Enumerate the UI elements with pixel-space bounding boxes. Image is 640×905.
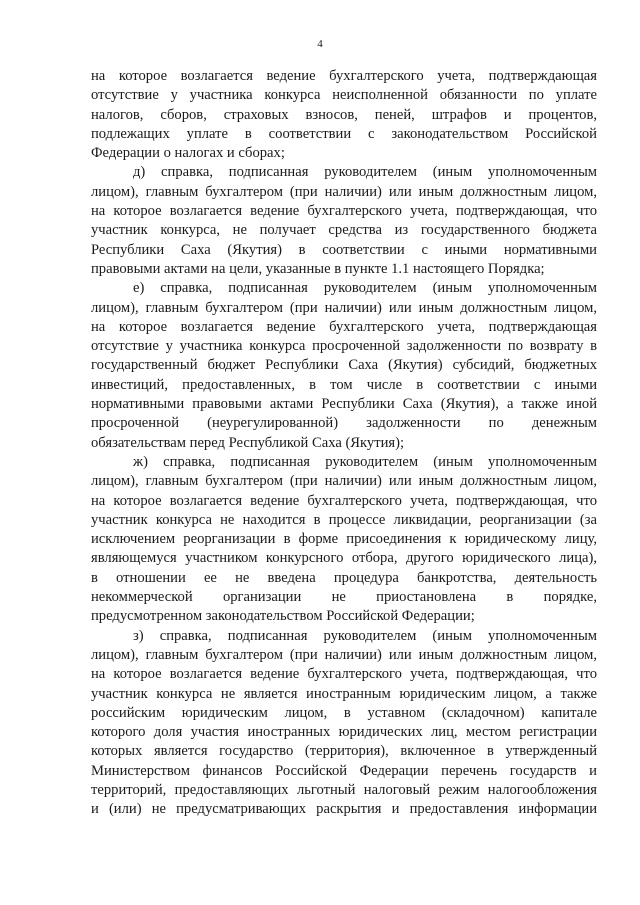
paragraph-item-d — [91, 163, 597, 279]
paragraph-item-e — [91, 279, 597, 453]
text-line: обязательствам перед Республикой Саха (Якутия); — [91, 434, 405, 451]
text-line: Министерством финансов Российской Федерации перечень государств и — [91, 762, 597, 779]
text-line: отсутствие у участника конкурса неисполненной обязанности по уплате — [91, 87, 597, 104]
text-line: правовыми актами на цели, указанные в пункте 1.1 настоящего Порядка; — [91, 260, 545, 277]
paragraph-item-zh — [91, 453, 597, 627]
text-line: Республики Саха (Якутия) в соответствии с иными нормативными — [91, 241, 597, 258]
text-line: на которое возлагается ведение бухгалтерского учета, подтверждающая, что — [91, 203, 597, 220]
text-line: лицом), главным бухгалтером (при наличии) или иным должностным лицом, — [91, 183, 597, 200]
text-line: которого доля участия иностранных юридических лиц, местом регистрации — [91, 724, 597, 741]
text-line: некоммерческой организации не приостановлена в порядке, — [91, 589, 597, 606]
text-line: отсутствие у участника конкурса просроченной задолженности по возврату в — [91, 338, 597, 355]
text-line: инвестиций, предоставленных, в том числе в соответствии с иными — [91, 376, 597, 393]
text-line: являющемуся участником конкурсного отбора, другого юридического лица), — [91, 550, 597, 567]
text-line: е) справка, подписанная руководителем (иным уполномоченным — [133, 280, 597, 297]
text-line: государственный бюджет Республики Саха (Якутия) субсидий, бюджетных — [91, 357, 597, 374]
text-line: лицом), главным бухгалтером (при наличии) или иным должностным лицом, — [91, 299, 597, 316]
paragraph-continuation — [91, 67, 597, 163]
paragraph-item-z — [91, 627, 597, 820]
text-line: з) справка, подписанная руководителем (иным уполномоченным — [133, 627, 597, 644]
text-line: налогов, сборов, страховых взносов, пеней, штрафов и процентов, — [91, 106, 597, 123]
text-line: подлежащих уплате в соответствии с законодательством Российской — [91, 125, 597, 142]
text-line: участник конкурса не находится в процессе ликвидации, реорганизации (за — [91, 511, 597, 528]
text-line: лицом), главным бухгалтером (при наличии) или иным должностным лицом, — [91, 473, 597, 490]
text-line: участник конкурса, не получает средства из государственного бюджета — [91, 222, 597, 239]
text-line: д) справка, подписанная руководителем (иным уполномоченным — [133, 164, 597, 181]
text-line: ж) справка, подписанная руководителем (иным уполномоченным — [133, 453, 597, 470]
text-line: предусмотренном законодательством Российской Федерации; — [91, 608, 475, 625]
text-line: участник конкурса не является иностранным юридическим лицом, а также — [91, 685, 597, 702]
page-number: 4 — [317, 38, 323, 50]
text-line: которых является государство (территория), включенное в утвержденный — [91, 743, 597, 760]
text-line: на которое возлагается ведение бухгалтерского учета, подтверждающая — [91, 318, 597, 335]
text-line: в отношении ее не введена процедура банкротства, деятельность — [91, 569, 597, 586]
text-line: на которое возлагается ведение бухгалтерского учета, подтверждающая — [91, 68, 597, 84]
document-body — [91, 67, 597, 820]
text-line: лицом), главным бухгалтером (при наличии) или иным должностным лицом, — [91, 646, 597, 663]
text-line: и (или) не предусматривающих раскрытия и предоставления информации — [91, 801, 597, 818]
text-line: нормативными правовыми актами Республики Саха (Якутия), а также иной — [91, 396, 597, 413]
text-line: российским юридическим лицом, в уставном (складочном) капитале — [91, 704, 597, 721]
text-line: на которое возлагается ведение бухгалтерского учета, подтверждающая, что — [91, 492, 597, 509]
text-line: на которое возлагается ведение бухгалтерского учета, подтверждающая, что — [91, 666, 597, 683]
text-line: территорий, предоставляющих льготный налоговый режим налогообложения — [91, 781, 597, 798]
text-line: исключением реорганизации в форме присоединения к юридическому лицу, — [91, 531, 597, 548]
text-line: Федерации о налогах и сборах; — [91, 145, 285, 162]
text-line: просроченной (неурегулированной) задолженности по денежным — [91, 415, 597, 432]
